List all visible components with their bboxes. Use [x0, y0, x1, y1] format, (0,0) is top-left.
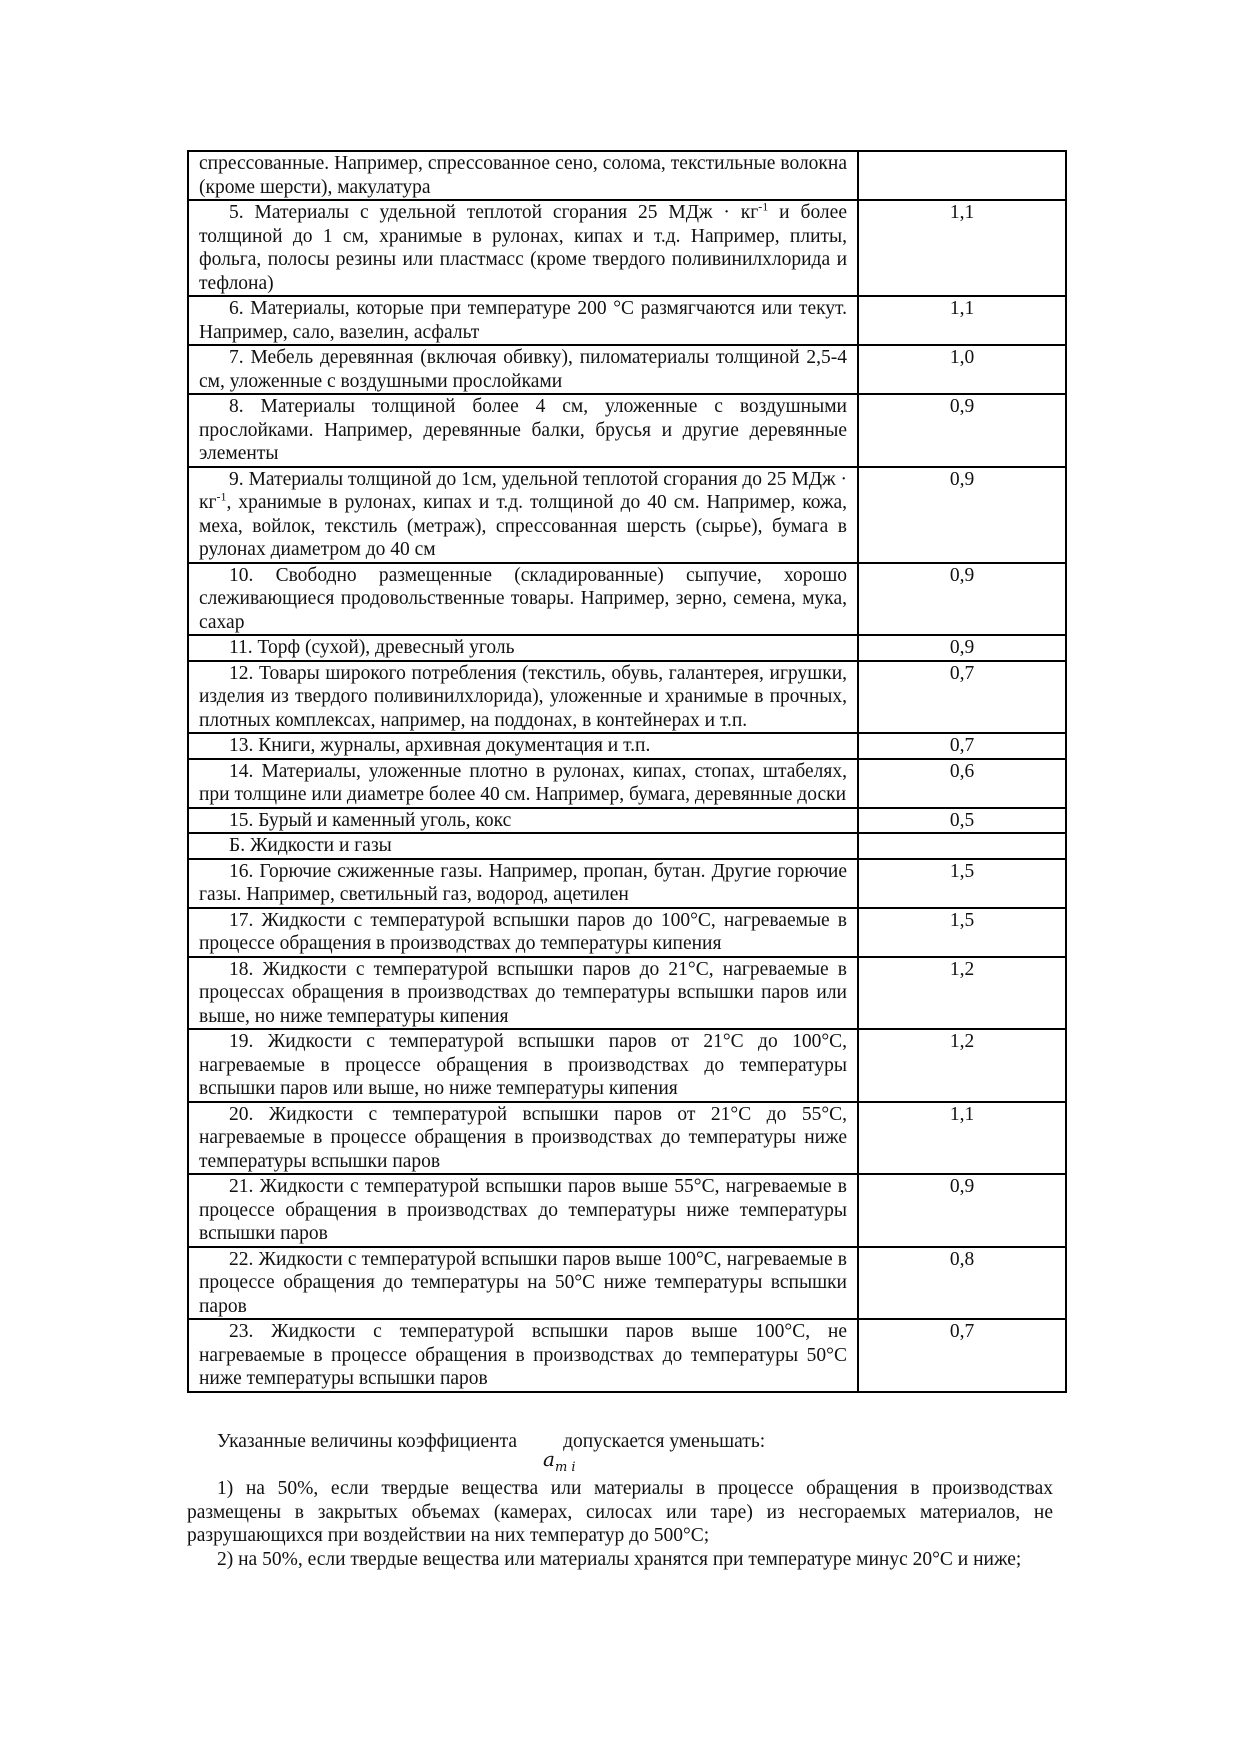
- table-row: [188, 1247, 1066, 1320]
- coefficient-value: 1,5: [858, 859, 1066, 908]
- section-heading: Б. Жидкости и газы: [188, 833, 858, 859]
- material-description: 16. Горючие сжиженные газы. Например, пропан, бутан. Другие горючие газы. Например, светильный газ, водород, ацетилен: [188, 859, 858, 908]
- material-description: 21. Жидкости с температурой вспышки паров выше 55°С, нагреваемые в процессе обращения в производствах до температуры ниже температуры вспышки паров: [188, 1174, 858, 1247]
- reduction-item-1: 1) на 50%, если твердые вещества или материалы в процессе обращения в производствах размещены в закрытых объемах (камерах, силосах или таре) из несгораемых материалов, не разрушающихся при воздействии на них температур до 500°С;: [187, 1478, 1053, 1546]
- coefficient-value: 0,9: [858, 394, 1066, 467]
- table-row: [188, 859, 1066, 908]
- table-row: [188, 833, 1066, 859]
- coefficient-value: 0,9: [858, 467, 1066, 563]
- material-description: 7. Мебель деревянная (включая обивку), пиломатериалы толщиной 2,5-4 см, уложенные с воздушными прослойками: [188, 345, 858, 394]
- material-description: 13. Книги, журналы, архивная документация и т.п.: [188, 733, 858, 759]
- coefficient-value: 0,9: [858, 1174, 1066, 1247]
- formula-base: a: [543, 1447, 555, 1471]
- table-row: [188, 1174, 1066, 1247]
- material-description: 22. Жидкости с температурой вспышки паров выше 100°С, нагреваемые в процессе обращения до температуры на 50°С ниже температуры вспышки паров: [188, 1247, 858, 1320]
- superscript-exponent: -1: [758, 199, 769, 214]
- material-description: 17. Жидкости с температурой вспышки паров до 100°С, нагреваемые в процессе обращения в производствах до температуры кипения: [188, 908, 858, 957]
- description-text: , хранимые в рулонах, кипах и т.д. толщиной до 40 см. Например, кожа, меха, войлок, текстиль (метраж), спрессованная шерсть (сырье), бумага в рулонах диаметром до 40 см: [199, 492, 847, 560]
- coefficient-value: 1,1: [858, 1102, 1066, 1175]
- table-row: [188, 563, 1066, 636]
- material-description: 18. Жидкости с температурой вспышки паров до 21°С, нагреваемые в процессах обращения в производствах до температуры вспышки паров или выше, но ниже температуры кипения: [188, 957, 858, 1030]
- table-row: [188, 635, 1066, 661]
- coefficient-value: [858, 151, 1066, 200]
- coefficient-value: 0,7: [858, 733, 1066, 759]
- description-text: 9. Материалы толщиной до 1см, удельной теплотой сгорания до 25 МДж · кг: [199, 468, 847, 513]
- description-text: и более толщиной до 1 см, хранимые в рулонах, кипах и т.д. Например, плиты, фольга, полосы резины или пластмасс (кроме твердого поливинилхлорида и тефлона): [199, 202, 847, 294]
- material-description: 15. Бурый и каменный уголь, кокс: [188, 808, 858, 834]
- material-description: 14. Материалы, уложенные плотно в рулонах, кипах, стопах, штабелях, при толщине или диаметре более 40 см. Например, бумага, деревянные доски: [188, 759, 858, 808]
- coefficient-value: 1,1: [858, 200, 1066, 296]
- material-description: 12. Товары широкого потребления (текстиль, обувь, галантерея, игрушки, изделия из твердого поливинилхлорида), уложенные и хранимые в прочных, плотных комплексах, например, на поддонах, в контейнерах и т.п.: [188, 661, 858, 734]
- material-description: 6. Материалы, которые при температуре 200 °С размягчаются или текут. Например, сало, вазелин, асфальт: [188, 296, 858, 345]
- table-row: [188, 200, 1066, 296]
- material-description: 11. Торф (сухой), древесный уголь: [188, 635, 858, 661]
- intro-text: допускается уменьшать:: [563, 1431, 766, 1452]
- coefficient-value: 0,9: [858, 635, 1066, 661]
- material-description: 8. Материалы толщиной более 4 см, уложенные с воздушными прослойками. Например, деревянные балки, брусья и другие деревянные элементы: [188, 394, 858, 467]
- table-row: [188, 1029, 1066, 1102]
- table-row: [188, 733, 1066, 759]
- material-description: 10. Свободно размещенные (складированные) сыпучие, хорошо слеживающиеся продовольственные товары. Например, зерно, семена, мука, сахар: [188, 563, 858, 636]
- material-description: 23. Жидкости с температурой вспышки паров выше 100°С, не нагреваемые в процессе обращения в производствах до температуры 50°С ниже температуры вспышки паров: [188, 1319, 858, 1392]
- table-row: [188, 759, 1066, 808]
- table-row: [188, 394, 1066, 467]
- table-row: [188, 467, 1066, 563]
- description-text: 5. Материалы с удельной теплотой сгорания 25 МДж · кг: [229, 202, 759, 223]
- material-description: спрессованные. Например, спрессованное сено, солома, текстильные волокна (кроме шерсти), макулатура: [188, 151, 858, 200]
- table-row: [188, 808, 1066, 834]
- coefficient-value: 0,9: [858, 563, 1066, 636]
- coefficient-note-intro: [217, 1430, 1067, 1454]
- formula-a-mi: [543, 1447, 576, 1475]
- coefficient-value: 0,7: [858, 1319, 1066, 1392]
- table-row: [188, 661, 1066, 734]
- coefficient-value: 0,5: [858, 808, 1066, 834]
- intro-text: Указанные величины коэффициента: [217, 1431, 518, 1452]
- formula-subscript: m i: [554, 1460, 576, 1475]
- coefficient-value: 1,2: [858, 1029, 1066, 1102]
- coefficient-value: 1,1: [858, 296, 1066, 345]
- table-row: [188, 151, 1066, 200]
- coefficient-table: [187, 150, 1067, 1393]
- coefficient-value: 0,6: [858, 759, 1066, 808]
- table-row: [188, 345, 1066, 394]
- material-description: 19. Жидкости с температурой вспышки паров от 21°С до 100°С, нагреваемые в процессе обращения в производствах до температуры вспышки паров или выше, но ниже температуры кипения: [188, 1029, 858, 1102]
- superscript-exponent: -1: [216, 489, 227, 504]
- material-description: [188, 467, 858, 563]
- coefficient-value: 1,2: [858, 957, 1066, 1030]
- coefficient-value: 1,5: [858, 908, 1066, 957]
- reduction-item-2: 2) на 50%, если твердые вещества или материалы хранятся при температуре минус 20°С и ниже;: [217, 1549, 1022, 1570]
- material-description: 20. Жидкости с температурой вспышки паров от 21°С до 55°С, нагреваемые в процессе обращения в производствах до температуры ниже температуры вспышки паров: [188, 1102, 858, 1175]
- material-description: [188, 200, 858, 296]
- coefficient-value: 1,0: [858, 345, 1066, 394]
- table-row: [188, 1319, 1066, 1392]
- coefficient-value: 0,8: [858, 1247, 1066, 1320]
- coefficient-value: [858, 833, 1066, 859]
- table-row: [188, 1102, 1066, 1175]
- coefficient-value: 0,7: [858, 661, 1066, 734]
- table-row: [188, 296, 1066, 345]
- table-row: [188, 908, 1066, 957]
- table-row: [188, 957, 1066, 1030]
